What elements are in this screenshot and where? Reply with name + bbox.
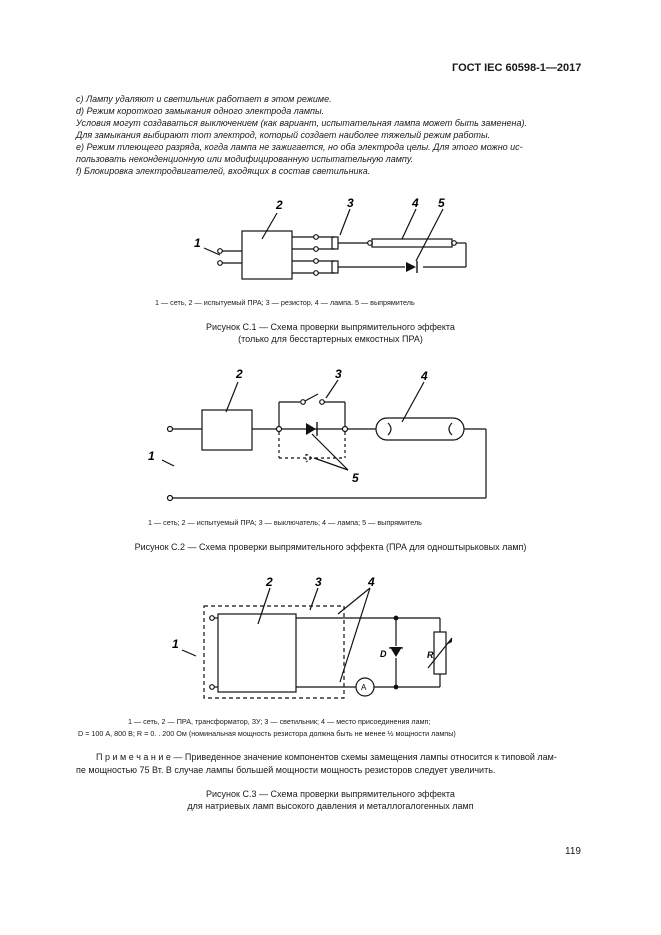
fig2-label-4: 4 <box>421 369 428 383</box>
fig3-note-line1: П р и м е ч а н и е — Приведенное значение компонентов схемы замещения лампы относится к типовой лам- <box>96 752 557 762</box>
fig3-caption-line1: Рисунок С.3 — Схема проверки выпрямительного эффекта <box>206 789 455 799</box>
fig1-label-2: 2 <box>276 198 283 212</box>
fig2-label-1: 1 <box>148 449 155 463</box>
fig2-label-2: 2 <box>236 367 243 381</box>
fig1-caption-line1: Рисунок С.1 — Схема проверки выпрямительного эффекта <box>206 322 455 332</box>
fig1-ballast-box <box>242 231 292 279</box>
figure-c1-diagram <box>180 195 480 285</box>
fig3-caption-line2: для натриевых ламп высокого давления и металлогалогенных ламп <box>187 801 474 811</box>
fig3-legend-line1: 1 — сеть, 2 — ПРА, трансформатор, ЗУ; 3 — светильник; 4 — место присоединения ламп; <box>128 717 431 726</box>
fig3-label-4: 4 <box>368 575 375 589</box>
fig3-label-d: D <box>380 649 387 659</box>
fig1-label-5: 5 <box>438 196 445 210</box>
page-number: 119 <box>565 846 581 857</box>
fig2-ballast-box <box>202 410 252 450</box>
intro-line-electrode: Для замыкания выбирают тот электрод, который создает наиболее тяжелый режим работы. <box>76 130 491 140</box>
fig1-caption-line2: (только для бесстартерных емкостных ПРА) <box>238 334 423 344</box>
document-header: ГОСТ IEC 60598-1—2017 <box>452 62 582 74</box>
fig3-label-3: 3 <box>315 575 322 589</box>
figure-c3-diagram <box>160 570 480 710</box>
intro-line-c: c) Лампу удаляют и светильник работает в этом режиме. <box>76 94 332 104</box>
intro-line-e: e) Режим тлеющего разряда, когда лампа не зажигается, но оба электрода целы. Для этого можно ис- <box>76 142 523 152</box>
fig3-note-line2: пе мощностью 75 Вт. В случае лампы большей мощности мощность резисторов следует увеличить. <box>76 765 496 775</box>
fig1-label-1: 1 <box>194 236 201 250</box>
fig3-label-r: R <box>427 650 434 660</box>
fig2-legend: 1 — сеть; 2 — испытуемый ПРА; 3 — выключатель; 4 — лампа; 5 — выпрямитель <box>148 518 422 527</box>
fig3-label-2: 2 <box>266 575 273 589</box>
fig3-legend-line2: D = 100 А, 800 В; R = 0. . 200 Ом (номинальная мощность резистора должна быть не менее ½ мощности лампы) <box>78 729 456 738</box>
fig3-ammeter-label: A <box>361 683 367 692</box>
fig2-caption: Рисунок С.2 — Схема проверки выпрямительного эффекта (ПРА для одноштырьковых ламп) <box>134 542 527 552</box>
intro-line-e-cont: пользовать неконденционную или модифицированную испытательную лампу. <box>76 154 414 164</box>
fig1-legend: 1 — сеть, 2 — испытуемый ПРА; 3 — резистор, 4 — лампа. 5 — выпрямитель <box>155 298 415 307</box>
fig2-label-5: 5 <box>352 471 359 485</box>
intro-line-conditions: Условия могут создаваться выключением (как вариант, испытательная лампа может быть заменена). <box>76 118 527 128</box>
fig3-ballast-box <box>218 614 296 692</box>
intro-line-f: f) Блокировка электродвигателей, входящих в состав светильника. <box>76 166 371 176</box>
fig1-label-4: 4 <box>412 196 419 210</box>
fig3-luminaire-box <box>204 606 344 698</box>
fig3-label-1: 1 <box>172 637 179 651</box>
fig1-label-3: 3 <box>347 196 354 210</box>
fig2-label-3: 3 <box>335 367 342 381</box>
figure-c2-diagram <box>140 360 510 510</box>
intro-line-d: d) Режим короткого замыкания одного электрода лампы. <box>76 106 325 116</box>
